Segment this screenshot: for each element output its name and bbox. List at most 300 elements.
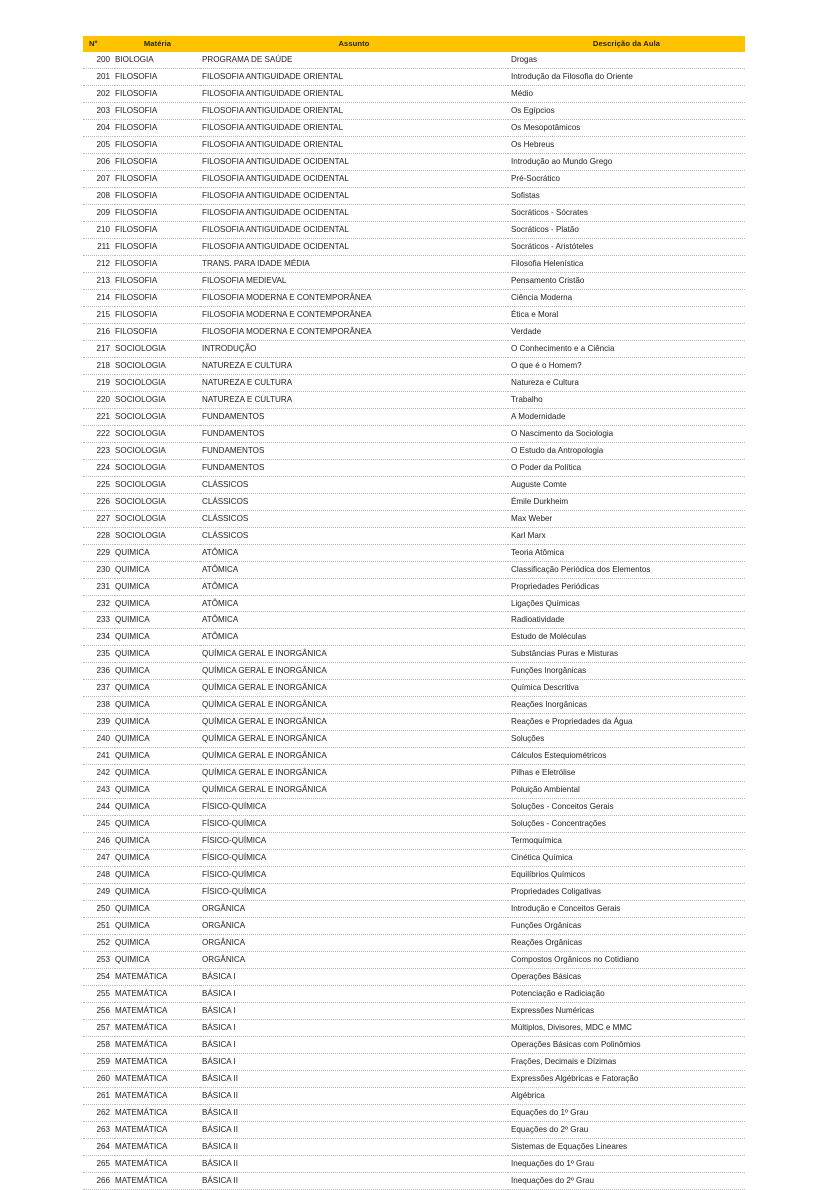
cell-descricao: Pré-Socrático [508, 170, 745, 187]
cell-descricao: Reações e Propriedades da Água [508, 714, 745, 731]
cell-assunto: CLÁSSICOS [200, 527, 508, 544]
cell-assunto: FÍSICO-QUÍMICA [200, 850, 508, 867]
cell-numero: 266 [83, 1172, 115, 1189]
cell-descricao: Soluções [508, 731, 745, 748]
cell-numero: 203 [83, 102, 115, 119]
cell-materia: SOCIOLOGIA [115, 374, 200, 391]
cell-numero: 217 [83, 340, 115, 357]
table-row [83, 238, 745, 255]
cell-assunto: BÁSICA II [200, 1105, 508, 1122]
cell-descricao: Química Descritiva [508, 680, 745, 697]
table-row [83, 1054, 745, 1071]
cell-materia: QUIMICA [115, 765, 200, 782]
cell-materia: SOCIOLOGIA [115, 476, 200, 493]
cell-descricao: Drogas [508, 52, 745, 68]
table-row [83, 187, 745, 204]
cell-materia: FILOSOFIA [115, 255, 200, 272]
cell-assunto: FILOSOFIA MODERNA E CONTEMPORÂNEA [200, 306, 508, 323]
cell-descricao: Filosofia Helenística [508, 255, 745, 272]
cell-numero: 209 [83, 204, 115, 221]
table-row [83, 119, 745, 136]
cell-materia: QUIMICA [115, 782, 200, 799]
cell-numero: 214 [83, 289, 115, 306]
table-row [83, 476, 745, 493]
cell-assunto: NATUREZA E CULTURA [200, 357, 508, 374]
table-row [83, 493, 745, 510]
cell-numero: 252 [83, 935, 115, 952]
cell-numero: 243 [83, 782, 115, 799]
cell-numero: 257 [83, 1020, 115, 1037]
cell-assunto: PROGRAMA DE SAÚDE [200, 52, 508, 68]
cell-assunto: BÁSICA II [200, 1071, 508, 1088]
cell-materia: QUIMICA [115, 663, 200, 680]
table-row [83, 255, 745, 272]
cell-numero: 242 [83, 765, 115, 782]
cell-numero: 219 [83, 374, 115, 391]
cell-descricao: O Conhecimento e a Ciência [508, 340, 745, 357]
cell-numero: 202 [83, 85, 115, 102]
cell-materia: QUIMICA [115, 884, 200, 901]
cell-descricao: Expressões Algébricas e Fatoração [508, 1071, 745, 1088]
cell-descricao: Potenciação e Radiciação [508, 986, 745, 1003]
cell-descricao: Estudo de Moléculas [508, 629, 745, 646]
cell-descricao: Expressões Numéricas [508, 1003, 745, 1020]
cell-assunto: QUÍMICA GERAL E INORGÂNICA [200, 748, 508, 765]
cell-materia: FILOSOFIA [115, 204, 200, 221]
cell-assunto: BÁSICA I [200, 1037, 508, 1054]
table-row [83, 952, 745, 969]
cell-descricao: Os Mesopotâmicos [508, 119, 745, 136]
cell-materia: SOCIOLOGIA [115, 442, 200, 459]
cell-materia: MATEMÁTICA [115, 1088, 200, 1105]
table-row [83, 731, 745, 748]
table-row [83, 595, 745, 612]
cell-assunto: BÁSICA II [200, 1122, 508, 1139]
cell-descricao: Cálculos Estequiométricos [508, 748, 745, 765]
cell-materia: FILOSOFIA [115, 136, 200, 153]
table-row [83, 221, 745, 238]
cell-assunto: ATÔMICA [200, 612, 508, 629]
cell-materia: FILOSOFIA [115, 306, 200, 323]
cell-materia: MATEMÁTICA [115, 1139, 200, 1156]
cell-numero: 237 [83, 680, 115, 697]
table-row [83, 561, 745, 578]
cell-numero: 240 [83, 731, 115, 748]
cell-materia: QUIMICA [115, 544, 200, 561]
cell-assunto: FILOSOFIA MODERNA E CONTEMPORÂNEA [200, 289, 508, 306]
cell-numero: 263 [83, 1122, 115, 1139]
cell-materia: FILOSOFIA [115, 238, 200, 255]
cell-descricao: Sofistas [508, 187, 745, 204]
cell-descricao: Termoquímica [508, 833, 745, 850]
cell-assunto: FUNDAMENTOS [200, 459, 508, 476]
table-row [83, 544, 745, 561]
cell-numero: 262 [83, 1105, 115, 1122]
table-row [83, 408, 745, 425]
cell-assunto: FUNDAMENTOS [200, 442, 508, 459]
table-row [83, 935, 745, 952]
cell-descricao: A Modernidade [508, 408, 745, 425]
cell-descricao: Funções Inorgânicas [508, 663, 745, 680]
cell-descricao: Socráticos - Sócrates [508, 204, 745, 221]
table-row [83, 425, 745, 442]
cell-materia: FILOSOFIA [115, 119, 200, 136]
cell-numero: 250 [83, 901, 115, 918]
table-row [83, 680, 745, 697]
cell-assunto: FILOSOFIA ANTIGUIDADE ORIENTAL [200, 68, 508, 85]
cell-assunto: ATÔMICA [200, 578, 508, 595]
cell-numero: 265 [83, 1155, 115, 1172]
table-row [83, 782, 745, 799]
table-body [83, 52, 745, 1189]
cell-assunto: ORGÂNICA [200, 952, 508, 969]
cell-materia: QUIMICA [115, 748, 200, 765]
cell-materia: MATEMÁTICA [115, 1003, 200, 1020]
cell-numero: 256 [83, 1003, 115, 1020]
cell-numero: 233 [83, 612, 115, 629]
cell-assunto: FILOSOFIA ANTIGUIDADE OCIDENTAL [200, 204, 508, 221]
cell-assunto: ATÔMICA [200, 595, 508, 612]
cell-materia: FILOSOFIA [115, 221, 200, 238]
cell-descricao: Operações Básicas com Polinômios [508, 1037, 745, 1054]
lessons-table-container [83, 36, 745, 1190]
table-row [83, 153, 745, 170]
cell-assunto: FILOSOFIA ANTIGUIDADE OCIDENTAL [200, 221, 508, 238]
cell-materia: SOCIOLOGIA [115, 510, 200, 527]
cell-materia: QUIMICA [115, 714, 200, 731]
cell-materia: FILOSOFIA [115, 323, 200, 340]
table-row [83, 510, 745, 527]
cell-materia: QUIMICA [115, 697, 200, 714]
cell-materia: QUIMICA [115, 612, 200, 629]
column-header-materia: Matéria [115, 36, 200, 52]
cell-assunto: FILOSOFIA ANTIGUIDADE ORIENTAL [200, 136, 508, 153]
cell-numero: 259 [83, 1054, 115, 1071]
cell-numero: 210 [83, 221, 115, 238]
cell-descricao: Ligações Químicas [508, 595, 745, 612]
cell-assunto: CLÁSSICOS [200, 493, 508, 510]
cell-numero: 248 [83, 867, 115, 884]
cell-numero: 232 [83, 595, 115, 612]
cell-descricao: Equilíbrios Químicos [508, 867, 745, 884]
cell-numero: 216 [83, 323, 115, 340]
cell-materia: MATEMÁTICA [115, 1054, 200, 1071]
cell-assunto: FÍSICO-QUÍMICA [200, 867, 508, 884]
cell-descricao: Radioatividade [508, 612, 745, 629]
cell-descricao: Introdução da Filosofia do Oriente [508, 68, 745, 85]
cell-materia: MATEMÁTICA [115, 1037, 200, 1054]
cell-descricao: Equações do 1º Grau [508, 1105, 745, 1122]
cell-numero: 245 [83, 816, 115, 833]
cell-descricao: Socráticos - Aristóteles [508, 238, 745, 255]
cell-numero: 208 [83, 187, 115, 204]
cell-assunto: CLÁSSICOS [200, 510, 508, 527]
table-row [83, 323, 745, 340]
cell-materia: QUIMICA [115, 680, 200, 697]
cell-assunto: NATUREZA E CULTURA [200, 374, 508, 391]
cell-descricao: Operações Básicas [508, 969, 745, 986]
table-row [83, 799, 745, 816]
cell-descricao: Ciência Moderna [508, 289, 745, 306]
cell-assunto: QUÍMICA GERAL E INORGÂNICA [200, 646, 508, 663]
cell-assunto: ORGÂNICA [200, 901, 508, 918]
cell-materia: FILOSOFIA [115, 153, 200, 170]
cell-descricao: Cinética Química [508, 850, 745, 867]
cell-materia: QUIMICA [115, 850, 200, 867]
table-row [83, 578, 745, 595]
cell-materia: SOCIOLOGIA [115, 340, 200, 357]
cell-materia: FILOSOFIA [115, 289, 200, 306]
table-row [83, 969, 745, 986]
table-row [83, 136, 745, 153]
cell-descricao: Max Weber [508, 510, 745, 527]
cell-descricao: Inequações do 1º Grau [508, 1155, 745, 1172]
cell-numero: 255 [83, 986, 115, 1003]
cell-materia: QUIMICA [115, 629, 200, 646]
cell-descricao: Frações, Decimais e Dízimas [508, 1054, 745, 1071]
cell-materia: QUIMICA [115, 731, 200, 748]
cell-materia: QUIMICA [115, 799, 200, 816]
cell-assunto: BÁSICA I [200, 1020, 508, 1037]
cell-assunto: BÁSICA II [200, 1155, 508, 1172]
cell-materia: QUIMICA [115, 816, 200, 833]
cell-materia: QUIMICA [115, 561, 200, 578]
cell-materia: QUIMICA [115, 578, 200, 595]
cell-assunto: FÍSICO-QUÍMICA [200, 884, 508, 901]
cell-materia: SOCIOLOGIA [115, 357, 200, 374]
cell-numero: 228 [83, 527, 115, 544]
cell-assunto: FUNDAMENTOS [200, 425, 508, 442]
table-row [83, 1071, 745, 1088]
cell-materia: MATEMÁTICA [115, 1155, 200, 1172]
cell-descricao: Funções Orgânicas [508, 918, 745, 935]
cell-descricao: Introdução ao Mundo Grego [508, 153, 745, 170]
cell-materia: QUIMICA [115, 595, 200, 612]
cell-assunto: BÁSICA I [200, 1054, 508, 1071]
table-row [83, 442, 745, 459]
table-row [83, 1172, 745, 1189]
cell-numero: 264 [83, 1139, 115, 1156]
table-row [83, 340, 745, 357]
cell-assunto: FILOSOFIA MODERNA E CONTEMPORÂNEA [200, 323, 508, 340]
table-row [83, 1122, 745, 1139]
cell-materia: SOCIOLOGIA [115, 425, 200, 442]
cell-assunto: FILOSOFIA ANTIGUIDADE OCIDENTAL [200, 187, 508, 204]
cell-numero: 225 [83, 476, 115, 493]
cell-numero: 206 [83, 153, 115, 170]
cell-numero: 226 [83, 493, 115, 510]
cell-descricao: Pilhas e Eletrólise [508, 765, 745, 782]
cell-numero: 246 [83, 833, 115, 850]
cell-descricao: Substâncias Puras e Misturas [508, 646, 745, 663]
cell-assunto: FILOSOFIA ANTIGUIDADE OCIDENTAL [200, 238, 508, 255]
cell-numero: 239 [83, 714, 115, 731]
table-row [83, 52, 745, 68]
column-header-descricao: Descrição da Aula [508, 36, 745, 52]
table-header [83, 36, 745, 52]
cell-materia: SOCIOLOGIA [115, 527, 200, 544]
cell-descricao: Os Hebreus [508, 136, 745, 153]
table-header-row [83, 36, 745, 52]
cell-assunto: QUÍMICA GERAL E INORGÂNICA [200, 714, 508, 731]
cell-materia: MATEMÁTICA [115, 1020, 200, 1037]
table-row [83, 884, 745, 901]
table-row [83, 714, 745, 731]
cell-assunto: FILOSOFIA ANTIGUIDADE ORIENTAL [200, 102, 508, 119]
cell-assunto: FILOSOFIA MEDIEVAL [200, 272, 508, 289]
cell-numero: 234 [83, 629, 115, 646]
cell-numero: 201 [83, 68, 115, 85]
cell-numero: 205 [83, 136, 115, 153]
cell-descricao: O Estudo da Antropologia [508, 442, 745, 459]
cell-numero: 249 [83, 884, 115, 901]
table-row [83, 663, 745, 680]
cell-assunto: FÍSICO-QUÍMICA [200, 799, 508, 816]
cell-descricao: Socráticos - Platão [508, 221, 745, 238]
cell-materia: QUIMICA [115, 901, 200, 918]
cell-numero: 227 [83, 510, 115, 527]
cell-assunto: ATÔMICA [200, 544, 508, 561]
cell-assunto: QUÍMICA GERAL E INORGÂNICA [200, 765, 508, 782]
table-row [83, 697, 745, 714]
cell-assunto: QUÍMICA GERAL E INORGÂNICA [200, 697, 508, 714]
cell-assunto: BÁSICA I [200, 1003, 508, 1020]
table-row [83, 833, 745, 850]
cell-descricao: Karl Marx [508, 527, 745, 544]
cell-numero: 253 [83, 952, 115, 969]
cell-numero: 207 [83, 170, 115, 187]
cell-materia: MATEMÁTICA [115, 986, 200, 1003]
cell-assunto: CLÁSSICOS [200, 476, 508, 493]
table-row [83, 1003, 745, 1020]
cell-assunto: FILOSOFIA ANTIGUIDADE OCIDENTAL [200, 153, 508, 170]
table-row [83, 170, 745, 187]
table-row [83, 612, 745, 629]
cell-descricao: Reações Orgânicas [508, 935, 745, 952]
cell-descricao: Sistemas de Equações Lineares [508, 1139, 745, 1156]
table-row [83, 918, 745, 935]
cell-numero: 261 [83, 1088, 115, 1105]
cell-descricao: Verdade [508, 323, 745, 340]
cell-assunto: FILOSOFIA ANTIGUIDADE OCIDENTAL [200, 170, 508, 187]
cell-descricao: Soluções - Concentrações [508, 816, 745, 833]
table-row [83, 1105, 745, 1122]
cell-numero: 223 [83, 442, 115, 459]
table-row [83, 102, 745, 119]
cell-materia: SOCIOLOGIA [115, 459, 200, 476]
table-row [83, 646, 745, 663]
cell-materia: QUIMICA [115, 833, 200, 850]
cell-numero: 241 [83, 748, 115, 765]
cell-descricao: Reações Inorgânicas [508, 697, 745, 714]
cell-numero: 222 [83, 425, 115, 442]
cell-numero: 211 [83, 238, 115, 255]
cell-materia: MATEMÁTICA [115, 1105, 200, 1122]
cell-assunto: NATUREZA E CULTURA [200, 391, 508, 408]
cell-assunto: FUNDAMENTOS [200, 408, 508, 425]
table-row [83, 272, 745, 289]
cell-descricao: Inequações do 2º Grau [508, 1172, 745, 1189]
cell-materia: QUIMICA [115, 952, 200, 969]
cell-descricao: Compostos Orgânicos no Cotidiano [508, 952, 745, 969]
cell-numero: 229 [83, 544, 115, 561]
cell-assunto: BÁSICA II [200, 1139, 508, 1156]
cell-materia: QUIMICA [115, 935, 200, 952]
cell-numero: 204 [83, 119, 115, 136]
cell-descricao: O que é o Homem? [508, 357, 745, 374]
table-row [83, 850, 745, 867]
cell-materia: SOCIOLOGIA [115, 493, 200, 510]
table-row [83, 289, 745, 306]
cell-descricao: Natureza e Cultura [508, 374, 745, 391]
cell-descricao: Introdução e Conceitos Gerais [508, 901, 745, 918]
cell-numero: 213 [83, 272, 115, 289]
cell-assunto: BÁSICA I [200, 986, 508, 1003]
cell-materia: MATEMÁTICA [115, 969, 200, 986]
cell-assunto: QUÍMICA GERAL E INORGÂNICA [200, 782, 508, 799]
cell-materia: FILOSOFIA [115, 85, 200, 102]
cell-assunto: TRANS. PARA IDADE MÉDIA [200, 255, 508, 272]
cell-numero: 230 [83, 561, 115, 578]
table-row [83, 765, 745, 782]
cell-descricao: Equações do 2º Grau [508, 1122, 745, 1139]
cell-descricao: Émile Durkheim [508, 493, 745, 510]
cell-numero: 221 [83, 408, 115, 425]
cell-numero: 231 [83, 578, 115, 595]
cell-descricao: Pensamento Cristão [508, 272, 745, 289]
cell-assunto: FILOSOFIA ANTIGUIDADE ORIENTAL [200, 119, 508, 136]
cell-materia: QUIMICA [115, 646, 200, 663]
column-header-numero: Nº [83, 36, 115, 52]
cell-descricao: Médio [508, 85, 745, 102]
table-row [83, 867, 745, 884]
cell-numero: 258 [83, 1037, 115, 1054]
cell-materia: MATEMÁTICA [115, 1122, 200, 1139]
cell-descricao: Auguste Comte [508, 476, 745, 493]
column-header-assunto: Assunto [200, 36, 508, 52]
cell-assunto: BÁSICA II [200, 1088, 508, 1105]
cell-materia: MATEMÁTICA [115, 1071, 200, 1088]
cell-numero: 251 [83, 918, 115, 935]
cell-numero: 212 [83, 255, 115, 272]
cell-assunto: FÍSICO-QUÍMICA [200, 833, 508, 850]
table-row [83, 374, 745, 391]
cell-assunto: FILOSOFIA ANTIGUIDADE ORIENTAL [200, 85, 508, 102]
cell-descricao: O Poder da Política [508, 459, 745, 476]
cell-numero: 215 [83, 306, 115, 323]
cell-materia: QUIMICA [115, 918, 200, 935]
table-row [83, 357, 745, 374]
cell-assunto: ORGÂNICA [200, 918, 508, 935]
cell-descricao: Ética e Moral [508, 306, 745, 323]
cell-numero: 235 [83, 646, 115, 663]
table-row [83, 85, 745, 102]
cell-materia: FILOSOFIA [115, 272, 200, 289]
table-row [83, 816, 745, 833]
cell-materia: MATEMÁTICA [115, 1172, 200, 1189]
cell-descricao: Algébrica [508, 1088, 745, 1105]
cell-descricao: Classificação Periódica dos Elementos [508, 561, 745, 578]
cell-materia: SOCIOLOGIA [115, 391, 200, 408]
cell-assunto: QUÍMICA GERAL E INORGÂNICA [200, 731, 508, 748]
cell-materia: BIOLOGIA [115, 52, 200, 68]
cell-materia: FILOSOFIA [115, 170, 200, 187]
table-row [83, 748, 745, 765]
table-row [83, 391, 745, 408]
cell-numero: 220 [83, 391, 115, 408]
cell-assunto: QUÍMICA GERAL E INORGÂNICA [200, 680, 508, 697]
cell-assunto: BÁSICA I [200, 969, 508, 986]
